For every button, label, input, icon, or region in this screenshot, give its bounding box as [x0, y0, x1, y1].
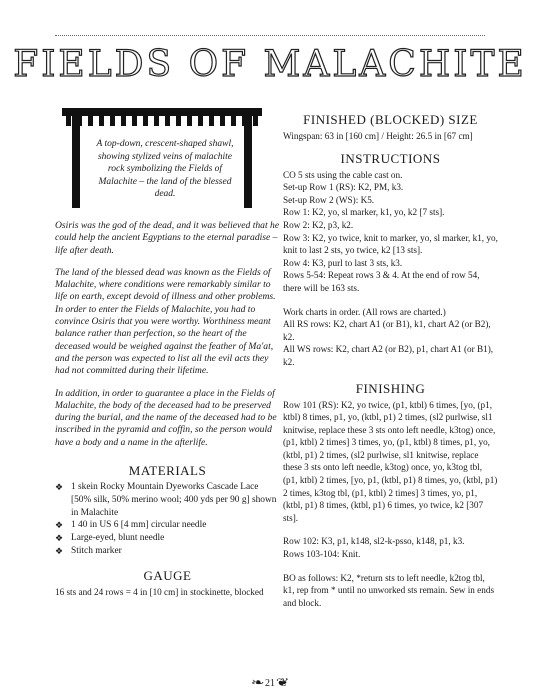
page-footer	[0, 676, 540, 689]
page-title: FIELDS OF MALACHITE	[13, 44, 527, 85]
scarab-bullet-icon: ❖	[55, 482, 64, 493]
instructions-body	[283, 169, 498, 369]
material-text: 1 skein Rocky Mountain Dyeworks Cascade Lace [50% silk, 50% merino wool; 400 yds per 90 g] shown in Malachite	[71, 482, 277, 518]
winged-ornament-left-icon: ❧	[250, 677, 265, 689]
top-divider	[55, 35, 485, 36]
intro-paragraph: Osiris was the god of the dead, and it was believed that he could help the ancient Egyptians to the eternal paradise – life after death.	[55, 220, 280, 256]
intro-paragraph: In addition, in order to guarantee a place in the Fields of Malachite, the body of the deceased had to be preserved during the burial, and the name of the deceased had to be inscribed in the pyramid and coffin, so the person would have a body and a name in the afterlife.	[55, 387, 277, 448]
instruction-line: Rows 5-54: Repeat rows 3 & 4. At the end of row 54, there will be 163 sts.	[283, 270, 480, 293]
material-text: 1 40 in US 6 [4 mm] circular needle	[71, 520, 207, 531]
winged-ornament-right-icon: ❦	[275, 677, 290, 689]
material-text: Stitch marker	[71, 546, 122, 557]
materials-list	[55, 481, 280, 558]
finished-size-heading: FINISHED (BLOCKED) SIZE	[303, 112, 478, 127]
frame-pillar-right	[244, 116, 252, 208]
materials-heading: MATERIALS	[128, 463, 207, 479]
frame-lintel	[62, 108, 262, 116]
material-text: Large-eyed, blunt needle	[71, 533, 165, 544]
intro-paragraph: The land of the blessed dead was known as the Fields of Malachite, where conditions were remarkably similar to life on earth, except devoid of illness and other problems. In order to enter the Fields of Malachite, you had to convince Osiris that you were worthy. Worthiness meant balance rather than perfection, so the heart of the deceased would be weighed against the feather of Ma'at, and the person was expected to list all the evil acts they had not committed during their lifetime.	[55, 266, 276, 377]
bind-off-text: BO as follows: K2, *return sts to left needle, k2tog tbl, k1, rep from * until no unworked sts remain. Sew in ends and block.	[283, 572, 495, 608]
list-item	[55, 519, 280, 532]
gauge-heading: GAUGE	[143, 567, 192, 583]
instruction-line: Set-up Row 2 (WS): K5.	[283, 194, 375, 205]
scarab-bullet-icon: ❖	[55, 520, 64, 531]
ws-rows: All WS rows: K2, chart A2 (or B2), p1, chart A1 (or B1), k2.	[283, 344, 494, 367]
list-item	[55, 545, 280, 558]
frame-ornament	[66, 116, 258, 126]
frame-caption: A top-down, crescent-shaped shawl, showing stylized veins of malachite rock symbolizing the Fields of Malachite – the land of the blessed dead.	[96, 139, 234, 199]
frame-pillar-left	[72, 116, 80, 208]
right-column	[283, 108, 498, 609]
list-item	[55, 532, 280, 545]
left-column	[55, 220, 280, 598]
instruction-line: Set-up Row 1 (RS): K2, PM, k3.	[283, 182, 404, 193]
finishing-body	[283, 399, 498, 610]
instructions-heading: INSTRUCTIONS	[340, 150, 441, 166]
finished-size-text: Wingspan: 63 in [160 cm] / Height: 26.5 in [67 cm]	[283, 131, 473, 141]
finishing-heading: FINISHING	[355, 380, 426, 396]
instruction-line: Row 1: K2, yo, sl marker, k1, yo, k2 [7 sts].	[283, 207, 445, 218]
gauge-text: 16 sts and 24 rows = 4 in [10 cm] in stockinette, blocked	[55, 586, 264, 597]
scarab-bullet-icon: ❖	[55, 546, 64, 557]
finishing-rows-103: Rows 103-104: Knit.	[283, 549, 361, 560]
finishing-row-102: Row 102: K3, p1, k148, sl2-k-psso, k148, p1, k3.	[283, 536, 465, 547]
egyptian-frame	[62, 108, 262, 208]
instruction-line: Row 3: K2, yo twice, knit to marker, yo, sl marker, k1, yo, knit to last 2 sts, yo twice, k2 [13 sts].	[283, 232, 498, 256]
list-item	[55, 481, 280, 519]
finishing-row-101: Row 101 (RS): K2, yo twice, (p1, ktbl) 6 times, [yo, (p1, ktbl) 8 times, p1, yo, (ktbl, p1) 2 times, (sl2 purlwise, sl1 knitwise, replace these 3 sts onto left needle, k3tog) once, (p1, ktbl) 2 times] 3 times, yo, (p1, ktbl) 8 times, p1, yo, (ktbl, p1) 2 times, (sl2 purlwise, sl1 knitwise, replace these 3 sts onto left needle, k3tog) once, yo, k3tog tbl, (p1, ktbl) 2 times, [yo, p1, (ktbl, p1) 8 times, yo, (ktbl, p1) 2 times, k3tog tbl, (p1, ktbl) 2 times] 3 times, yo, p1, (ktbl, p1) 8 times, (ktbl, p1) 6 times, yo twice, k2 [307 sts].	[283, 399, 498, 523]
instruction-line: CO 5 sts using the cable cast on.	[283, 169, 403, 180]
rs-rows: All RS rows: K2, chart A1 (or B1), k1, chart A2 (or B2), k2.	[283, 319, 491, 342]
page-number: 21	[265, 678, 275, 689]
scarab-bullet-icon: ❖	[55, 533, 64, 544]
instruction-line: Row 4: K3, purl to last 3 sts, k3.	[283, 257, 403, 268]
charts-intro: Work charts in order. (All rows are charted.)	[283, 306, 446, 317]
instruction-line: Row 2: K2, p3, k2.	[283, 219, 354, 230]
